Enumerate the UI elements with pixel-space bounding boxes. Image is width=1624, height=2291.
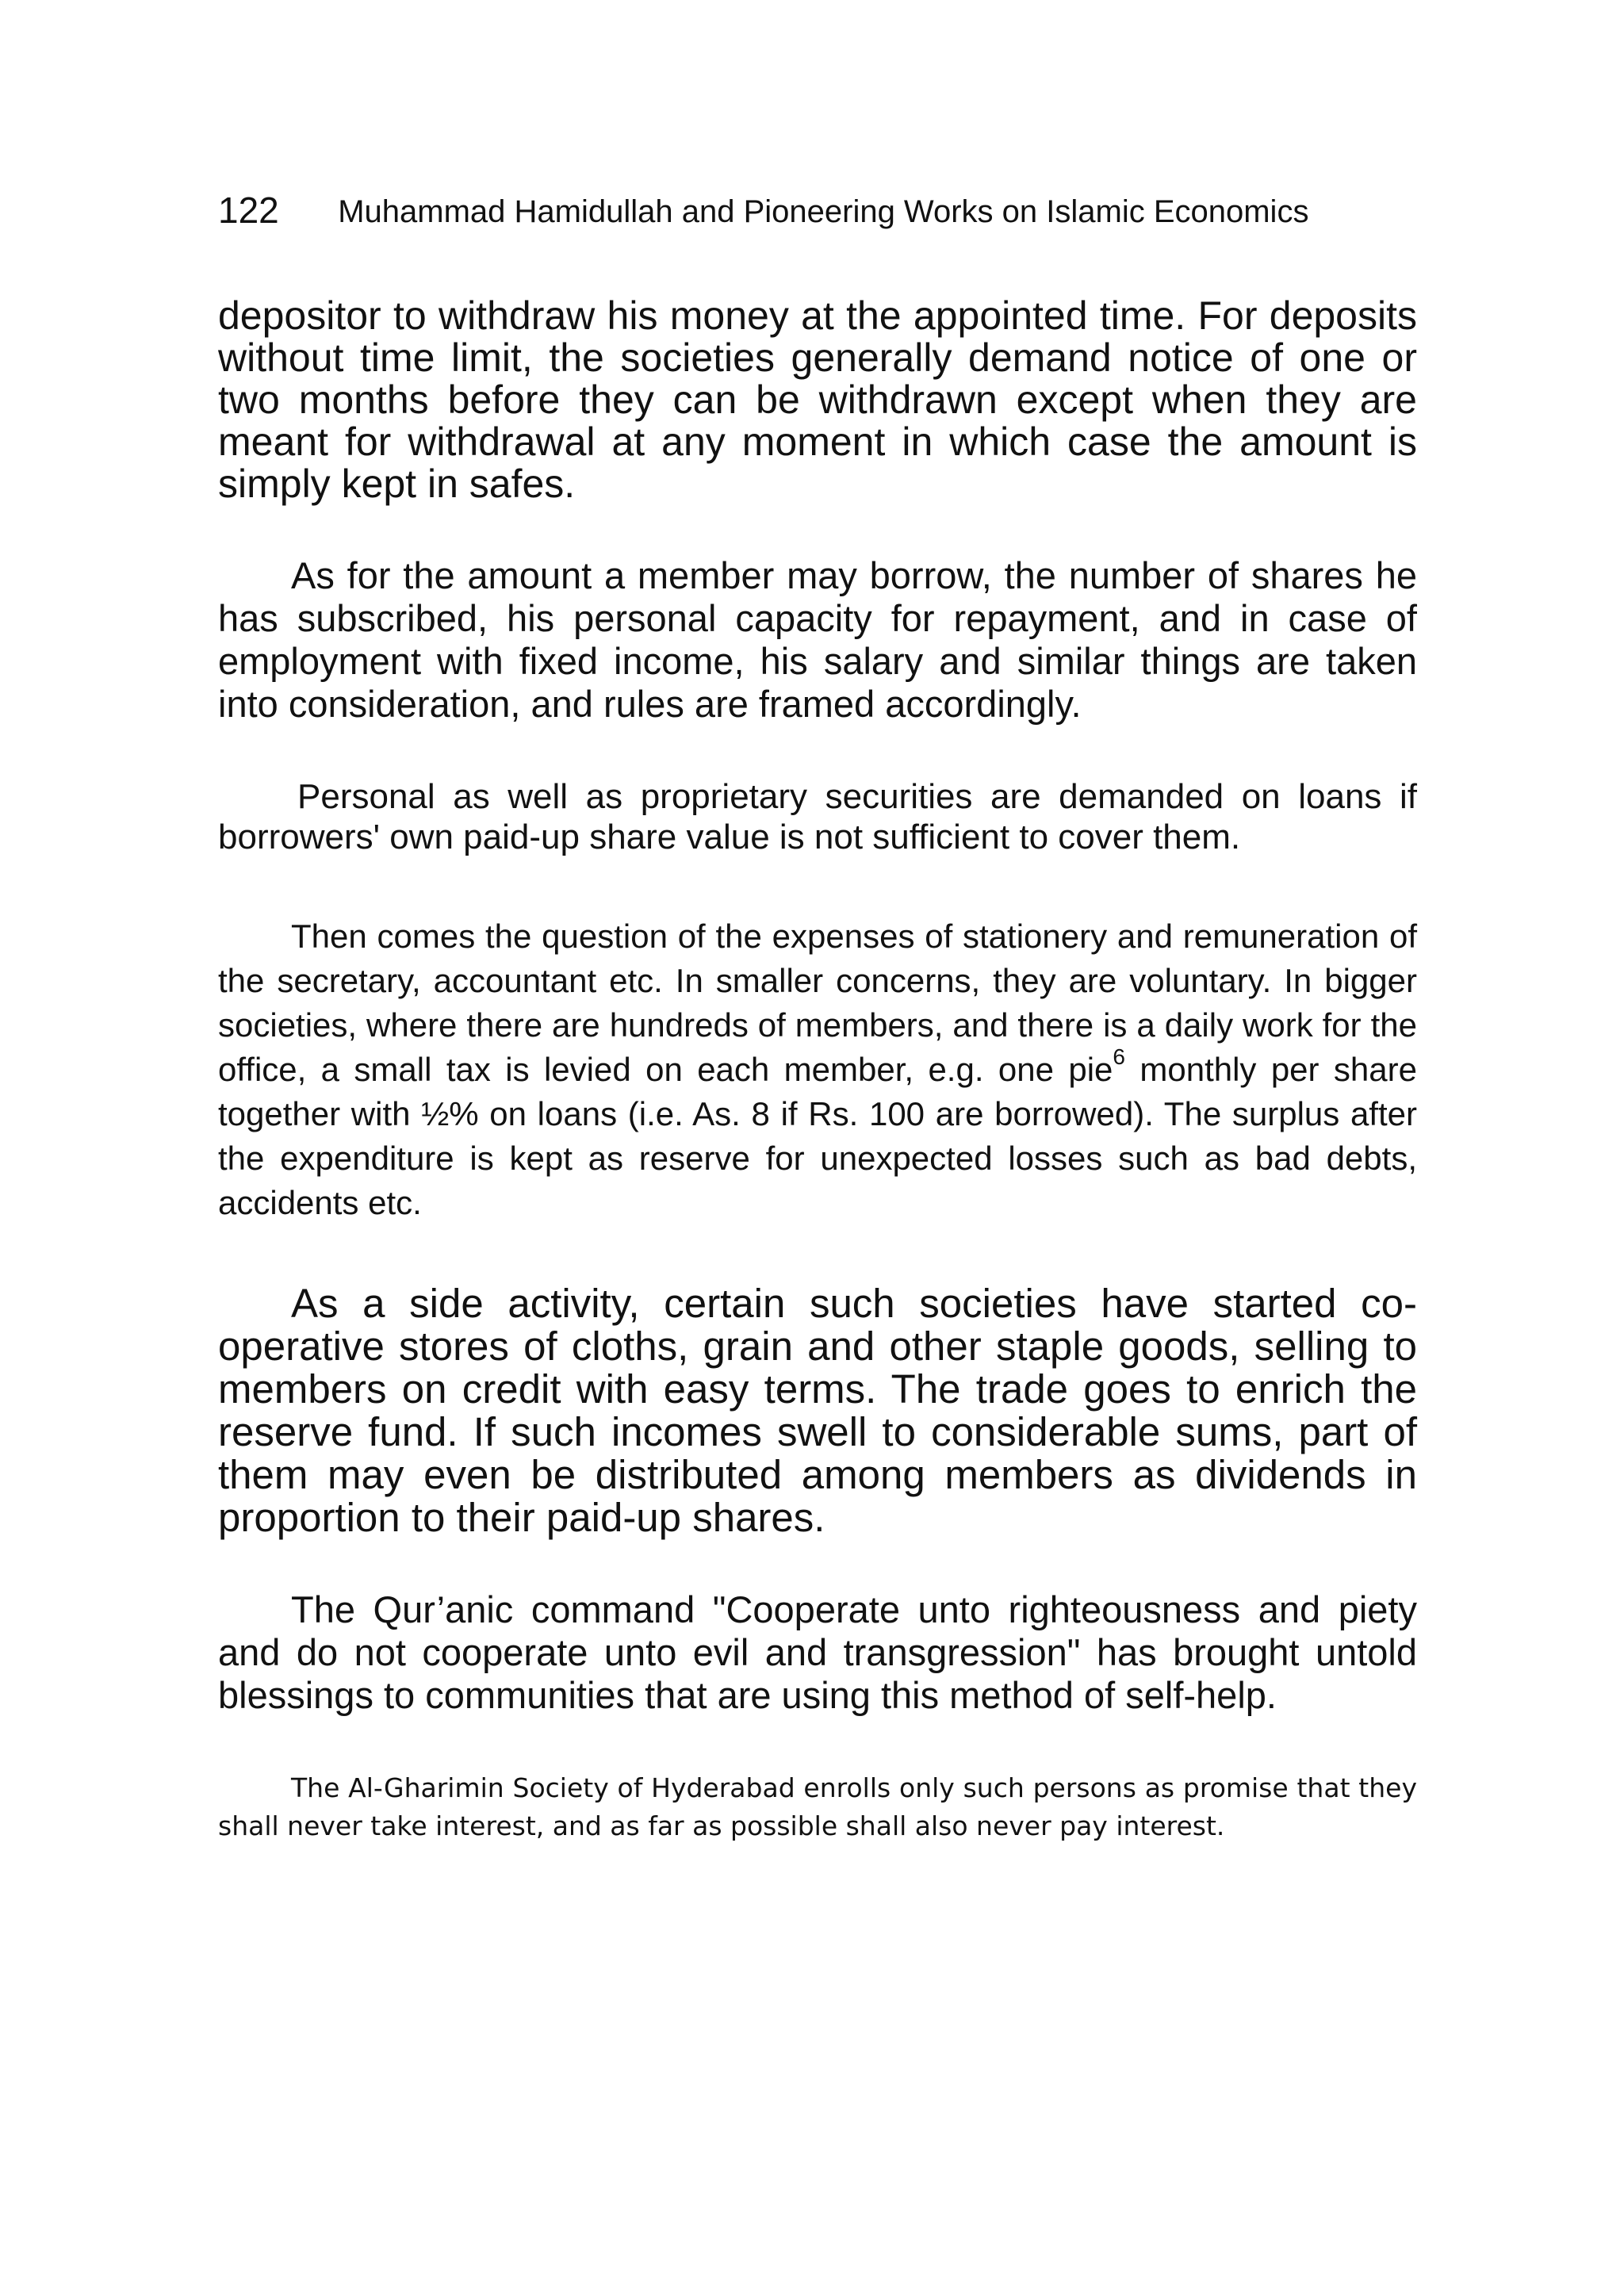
paragraph-expenses-text-before: Then comes the question of the expenses of stationery and remuneration of the secretary, accountant etc. In smaller concerns, they are voluntary. In bigger societies, where there are hundreds of members, and there is a daily work for the office, a small tax is levied on each member, e.g. one pie	[218, 918, 1417, 1088]
page-number: 122	[218, 190, 279, 231]
body-text	[218, 295, 1417, 1845]
paragraph-quranic-command: The Qur’anic command "Cooperate unto righteousness and piety and do not cooperate unto evil and transgression" has brought untold blessings to communities that are using this method of self-help.	[218, 1588, 1417, 1716]
paragraph-expenses	[218, 914, 1417, 1225]
paragraph-securities: Personal as well as proprietary securities are demanded on loans if borrowers' own paid-up share value is not sufficient to cover them.	[218, 777, 1417, 856]
paragraph-borrowing-limit: As for the amount a member may borrow, the number of shares he has subscribed, his personal capacity for repayment, and in case of employment with fixed income, his salary and similar things are taken into consideration, and rules are framed accordingly.	[218, 554, 1417, 725]
page-header	[218, 182, 1423, 238]
paragraph-al-gharimin-society: The Al-Gharimin Society of Hyderabad enrolls only such persons as promise that they shall never take interest, and as far as possible shall also never pay interest.	[218, 1772, 1417, 1841]
paragraph-cooperative-stores: As a side activity, certain such societies have started co-operative stores of cloths, grain and other staple goods, selling to members on credit with easy terms. The trade goes to enrich the reserve fund. If such incomes swell to considerable sums, part of them may even be distributed among members as dividends in proportion to their paid-up shares.	[218, 1281, 1417, 1540]
footnote-reference: 6	[1113, 1044, 1125, 1069]
running-title: Muhammad Hamidullah and Pioneering Works on Islamic Economics	[338, 194, 1309, 229]
paragraph-deposits: depositor to withdraw his money at the appointed time. For deposits without time limit, the societies generally demand notice of one or two months before they can be withdrawn except when they are meant for withdrawal at any moment in which case the amount is simply kept in safes.	[218, 293, 1417, 506]
paragraph-expenses-text-after: monthly per share together with ½% on loans (i.e. As. 8 if Rs. 100 are borrowed). The surplus after the expenditure is kept as reserve for unexpected losses such as bad debts, accidents etc.	[218, 1051, 1417, 1221]
